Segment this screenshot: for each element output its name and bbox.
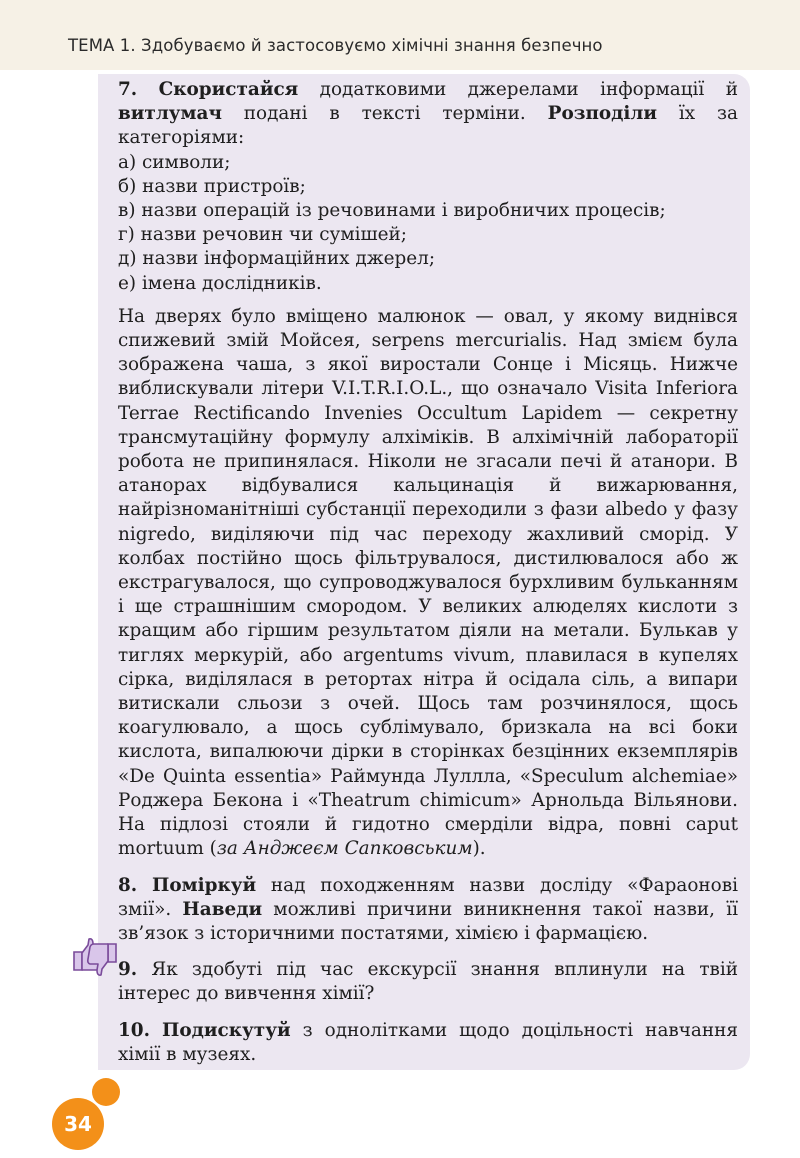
task-8 [118,874,738,947]
category-item: в) назви операцій із речовинами і виробничих процесів; [118,200,666,222]
passage-text: На дверях було вміщено малюнок — овал, у якому виднівся спижевий змій Мойсея, serpens mercurialis. Над змієм була зображена чаша, з якої виростали Сонце і Місяць. Нижче виблискували літери V.I.T.R.I.O.L., що означало Visita Inferiora Terrae Rectificando Invenies Occultum Lapidem — секретну трансмутаційну формулу алхіміків. В алхімічній лабораторії робота не припинялася. Ніколи не згасали печі й атанори. В атанорах відбувалися кальцинація й вижарювання, найрізноманітніші субстанції переходили з фази albedo у фазу nigredo, виділяючи під час переходу жахливий сморід. У колбах постійно щось фільтрувалося, дистилювалося або ж екстрагувалося, що супроводжувалося бурхливим бульканням і ще страшнішим смородом. У великих алюделях кислоти з кращим або гіршим результатом діяли на метали. Булькав у тиглях меркурій, або argentums vivum, плавилася в купелях сірка, виділялася в ретортах нітра й осідала сіль, а випари витискали сльози з очей. Щось там розчинялося, щось коагулювало, а щось сублімувало, бризкала на всі боки кислота, випалюючи дірки в сторінках безцінних екземплярів «De Quinta essentia» Раймунда Луллла, «Speculum alchemiae» Роджера Бекона і «Theatrum chimicum» Арнольда Вільянови. На підлозі стояли й гидотно смерділи відра, повні caput mortuum ( [118,305,738,860]
category-item: г) назви речовин чи сумішей; [118,224,407,246]
task-7-text-2: подані в тексті терміни. [221,103,548,125]
task-8-text-1: над походженням назви досліду «Фараонові змії». [118,874,738,920]
task-7-verb-use: Скористайся [158,79,299,100]
page-number: 34 [52,1098,104,1150]
task-8-number: 8. [118,874,138,896]
alchemy-passage [118,305,738,862]
task-7-categories [118,151,738,296]
task-7-verb-distribute: Розподіли [547,103,658,125]
task-9-number: 9. [118,959,138,981]
task-8-verb-think: Поміркуй [151,874,257,896]
header-band [0,0,800,70]
task-7-verb-interpret: витлумач [118,103,222,125]
page-badge-dot [92,1078,120,1106]
task-9 [118,958,738,1006]
task-7-number: 7. [118,79,138,100]
task-7 [118,78,738,151]
category-item: б) назви пристроїв; [118,175,306,197]
task-10-text: з однолітками щодо доцільності навчання хімії в музеях. [118,1019,738,1065]
task-7-text-1: додатковими джерелами інформації й [298,79,738,100]
task-7-text-3: їх за категоріями: [118,103,738,149]
task-10-number: 10. [118,1019,150,1041]
category-item: е) імена дослідників. [118,272,322,294]
category-item: а) символи; [118,151,231,173]
task-10 [118,1019,738,1067]
thumbs-up-down-icon [70,936,120,978]
category-item: д) назви інформаційних джерел; [118,248,436,270]
page-header-title: ТЕМА 1. Здобуваємо й застосовуємо хімічні знання безпечно [68,36,603,55]
task-10-verb-discuss: Подискутуй [162,1019,291,1041]
passage-end: ). [472,838,486,860]
task-9-text: Як здобуті під час екскурсії знання вплинули на твій інтерес до вивчення хімії? [118,959,738,1005]
passage-source: за Анджеєм Сапковським [216,838,473,860]
task-8-verb-give: Наведи [182,898,263,920]
task-8-text-2: можливі причини виникнення такої назви, її зв’язок з історичними постатями, хімією і фармацією. [118,898,739,944]
tasks-content [118,78,738,1067]
